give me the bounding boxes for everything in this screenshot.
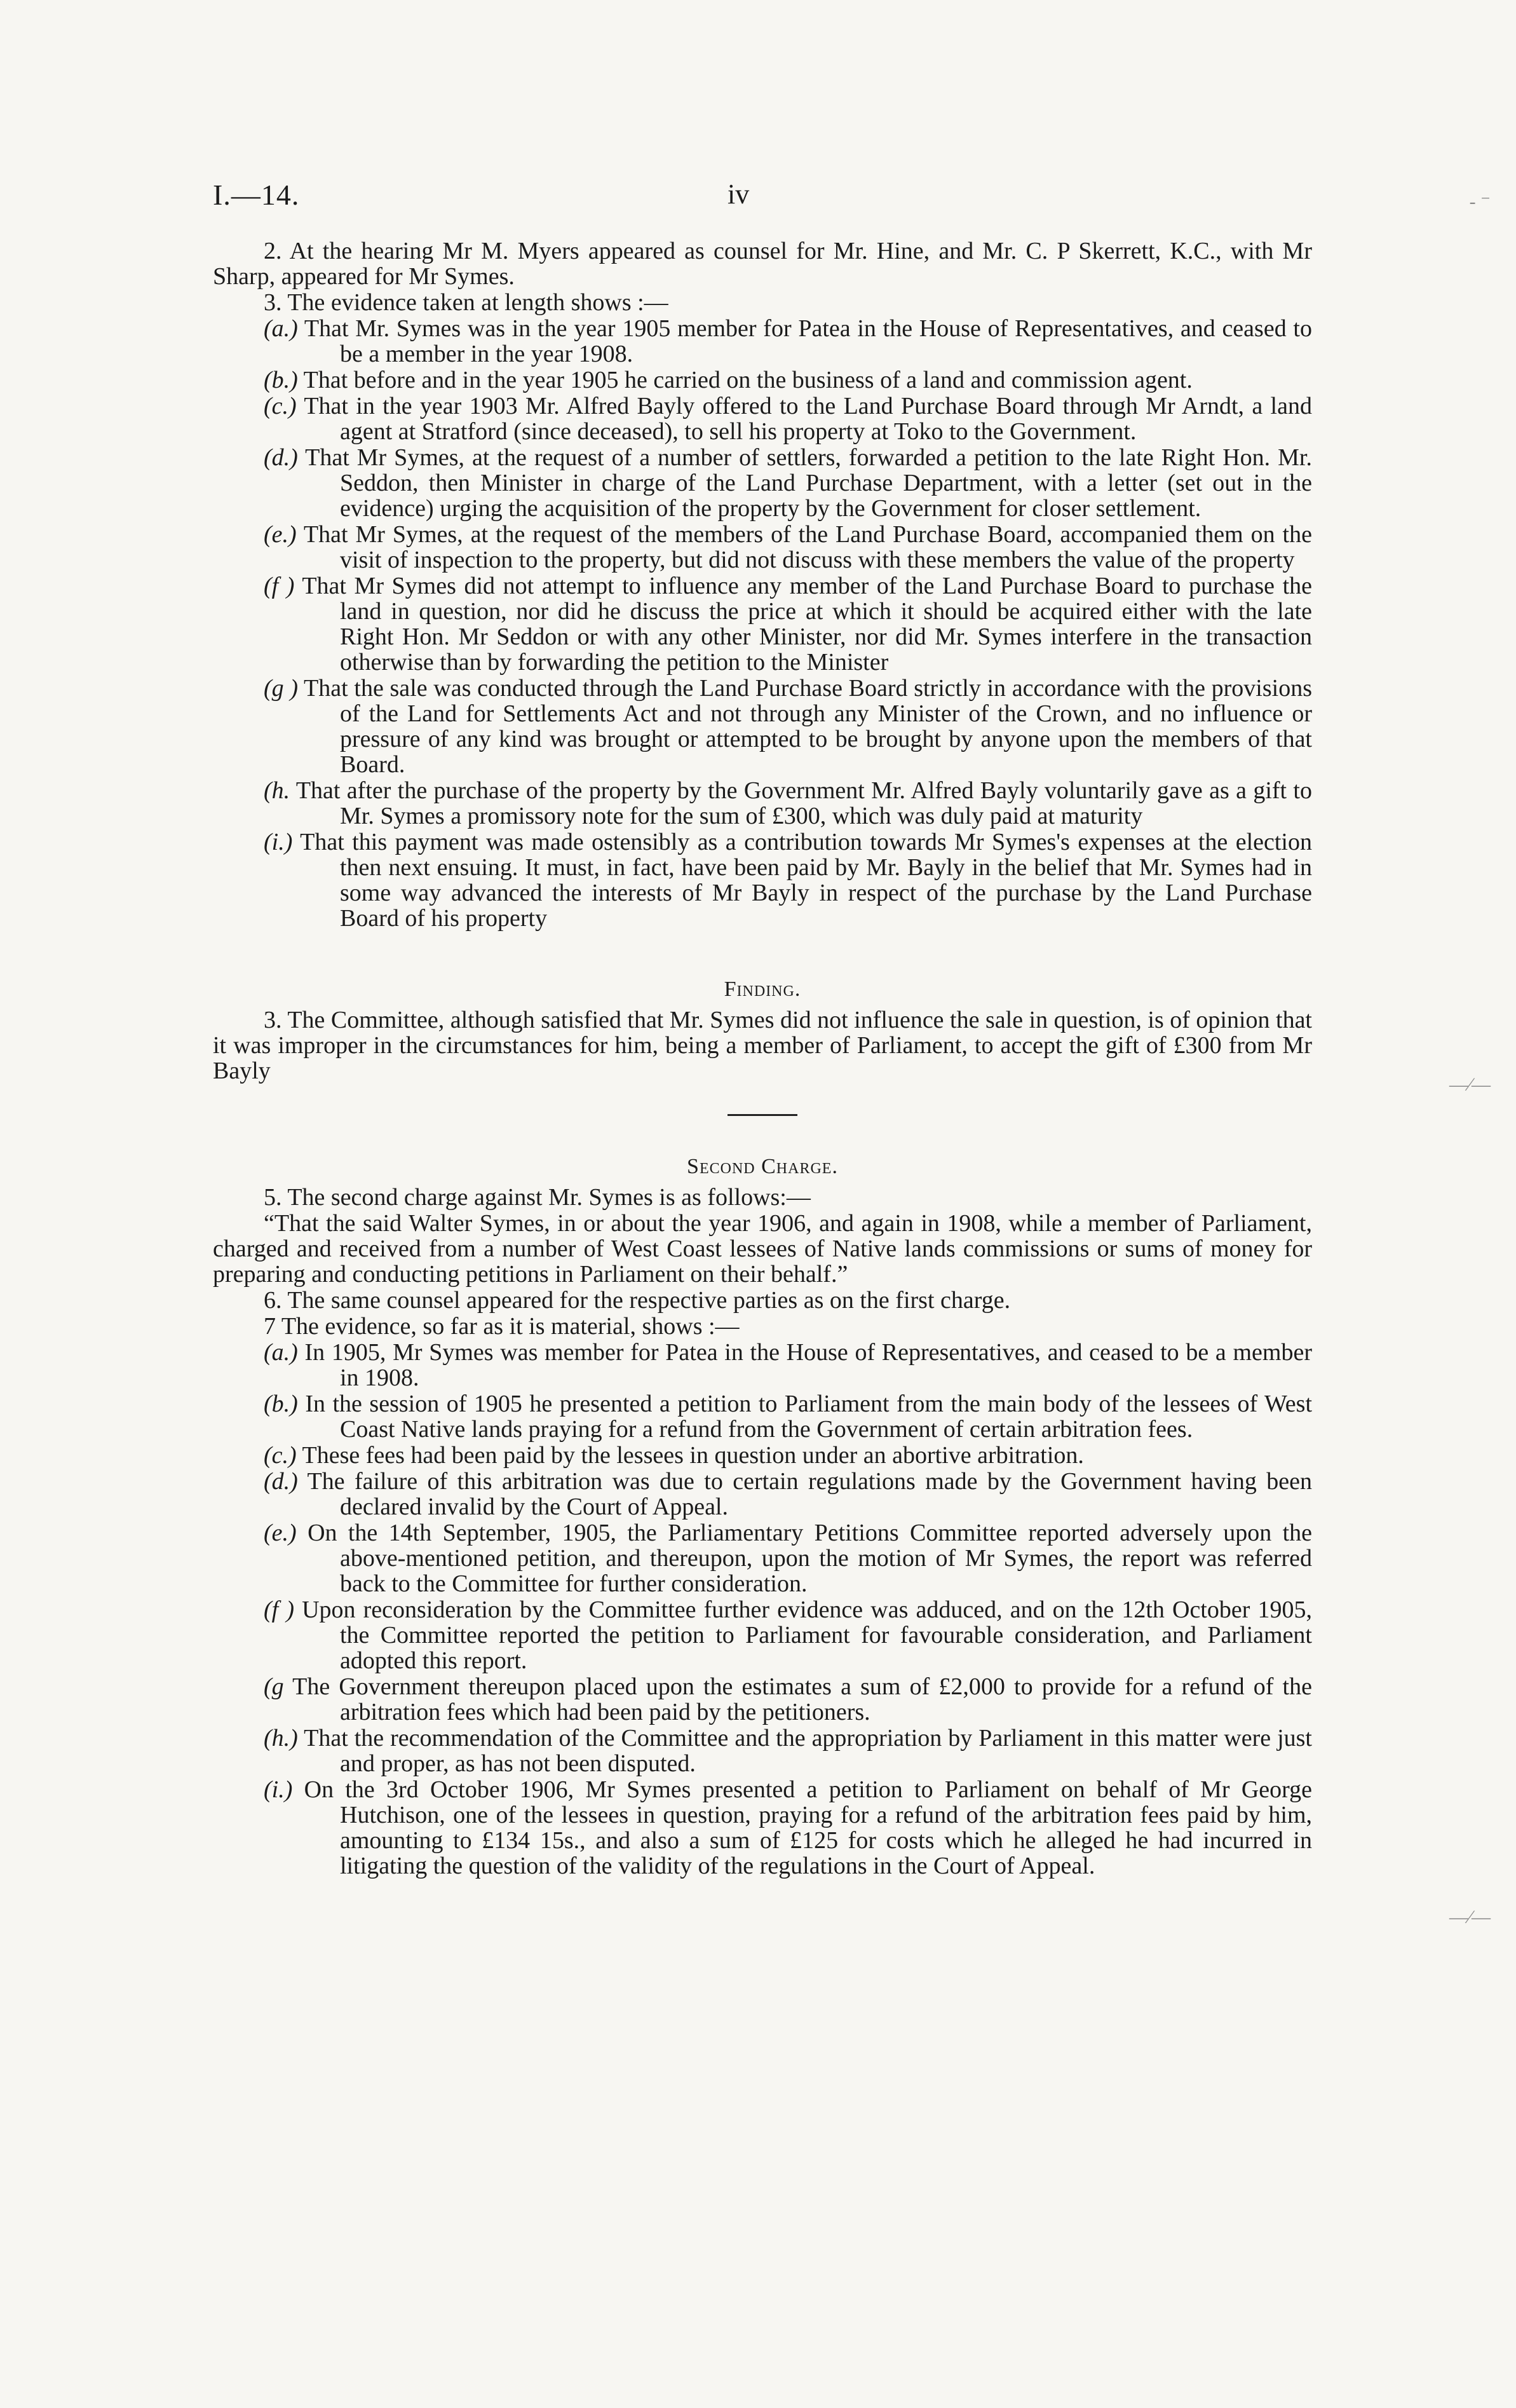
evidence-item-text: That Mr Symes, at the request of a number of settlers, forwarded a petition to the late Right Hon. Mr. Seddon, then Minister in charge of the Land Purchase Department, with a letter (set out in the evidence) urging the acquisition of the property by the Government for closer settlement.: [305, 444, 1312, 522]
page-number: iv: [728, 179, 750, 210]
evidence-item: [213, 1391, 1312, 1442]
second-charge-evidence-list: [213, 1340, 1312, 1879]
paper-reference: I.—14.: [213, 179, 300, 211]
evidence-item: [213, 1340, 1312, 1391]
evidence-item: [213, 393, 1312, 444]
evidence-item-label: (g ): [264, 675, 299, 702]
paragraph-3: 3. The evidence taken at length shows :—: [264, 289, 668, 316]
margin-mark: —⁄—: [1449, 1074, 1491, 1095]
evidence-item: [213, 1597, 1312, 1673]
paragraph-5: 5. The second charge against Mr. Symes is as follows:—: [264, 1184, 811, 1211]
second-charge-heading: Second Charge.: [687, 1155, 838, 1178]
evidence-item-text: The failure of this arbitration was due to certain regulations made by the Government having been declared invalid by the Court of Appeal.: [307, 1468, 1312, 1520]
evidence-item-text: That Mr Symes, at the request of the members of the Land Purchase Board, accompanied them on the visit of inspection to the property, but did not discuss with these members the value of the property: [303, 521, 1312, 573]
finding-paragraph: 3. The Committee, although satisfied that Mr. Symes did not influence the sale in question, is of opinion that it was improper in the circumstances for him, being a member of Parliament, to accept the gift of £300 from Mr Bayly: [213, 1007, 1312, 1084]
evidence-item: [213, 676, 1312, 777]
evidence-item-label: (b.): [264, 1391, 298, 1417]
evidence-item: [213, 316, 1312, 367]
evidence-item-text: That in the year 1903 Mr. Alfred Bayly offered to the Land Purchase Board through Mr Arndt, a land agent at Stratford (since deceased), to sell his property at Toko to the Government.: [304, 393, 1312, 445]
evidence-item: [213, 1725, 1312, 1776]
evidence-item-label: (h.): [264, 1725, 298, 1752]
evidence-item: [213, 778, 1312, 829]
section-divider: [728, 1114, 797, 1116]
charge-quote: “That the said Walter Symes, in or about the year 1906, and again in 1908, while a member of Parliament, charged and received from a number of West Coast lessees of Native lands commissions or sums of money for preparing and conducting petitions in Parliament on their behalf.”: [213, 1210, 1312, 1288]
evidence-item-label: (d.): [264, 444, 298, 471]
evidence-item-text: That this payment was made ostensibly as a contribution towards Mr Symes's expenses at the election then next ensuing. It must, in fact, have been paid by Mr. Bayly in the belief that Mr. Symes had in some way advanced the interests of Mr Bayly in respect of the purchase by the Land Purchase Board of his property: [300, 829, 1312, 932]
evidence-item-text: On the 3rd October 1906, Mr Symes presented a petition to Parliament on behalf of Mr George Hutchison, one of the lessees in question, praying for a refund of the arbitration fees paid by him, amounting to £134 15s., and also a sum of £125 for costs which he alleged he had incurred in litigating the question of the validity of the regulations in the Court of Appeal.: [304, 1776, 1312, 1879]
evidence-item-label: (e.): [264, 1520, 297, 1546]
evidence-item-label: (e.): [264, 521, 297, 548]
evidence-item: [213, 573, 1312, 675]
evidence-item: [213, 445, 1312, 521]
evidence-item-text: In the session of 1905 he presented a petition to Parliament from the main body of the lessees of West Coast Native lands praying for a refund from the Government of certain arbitration fees.: [305, 1391, 1313, 1443]
evidence-item-label: (b.): [264, 367, 298, 393]
finding-heading: Finding.: [724, 977, 801, 1001]
evidence-item-label: (d.): [264, 1468, 298, 1495]
evidence-item: [213, 1469, 1312, 1520]
evidence-item: [213, 1443, 1312, 1468]
evidence-item-label: (g: [264, 1673, 284, 1700]
evidence-item-text: That Mr Symes did not attempt to influence any member of the Land Purchase Board to purchase the land in question, nor did he discuss the price at which it should be acquired either with the late Right Hon. Mr Seddon or with any other Minister, nor did Mr. Symes interfere in the transaction otherwise than by forwarding the petition to the Minister: [302, 573, 1312, 676]
page-header: [213, 178, 1312, 216]
evidence-item-label: (f ): [264, 573, 295, 599]
evidence-item-text: That Mr. Symes was in the year 1905 member for Patea in the House of Representatives, and ceased to be a member in the year 1908.: [304, 315, 1312, 367]
evidence-item: [213, 367, 1312, 393]
evidence-item-text: That the sale was conducted through the Land Purchase Board strictly in accordance with the provisions of the Land for Settlements Act and not through any Minister of the Crown, and no influence or pressure of any kind was brought or attempted to be brought by anyone upon the members of that Board.: [304, 675, 1313, 778]
evidence-item-text: That the recommendation of the Committee and the appropriation by Parliament in this matter were just and proper, as has not been disputed.: [304, 1725, 1312, 1777]
evidence-item-text: These fees had been paid by the lessees in question under an abortive arbitration.: [302, 1442, 1084, 1469]
evidence-item-text: Upon reconsideration by the Committee further evidence was adduced, and on the 12th October 1905, the Committee reported the petition to Parliament for favourable consideration, and Parliament adopted this report.: [302, 1596, 1313, 1674]
evidence-item: [213, 522, 1312, 573]
first-charge-evidence-list: [213, 316, 1312, 931]
document-body: [213, 238, 1312, 1879]
evidence-item-label: (a.): [264, 315, 298, 342]
paragraph-6: 6. The same counsel appeared for the respective parties as on the first charge.: [264, 1287, 1011, 1314]
evidence-item-text: On the 14th September, 1905, the Parliamentary Petitions Committee reported adversely upon the above-mentioned petition, and thereupon, upon the motion of Mr Symes, the report was referred back to the Committee for further consideration.: [308, 1520, 1312, 1597]
evidence-item: [213, 829, 1312, 931]
evidence-item: [213, 1520, 1312, 1596]
evidence-item-label: (c.): [264, 393, 297, 419]
evidence-item-text: The Government thereupon placed upon the estimates a sum of £2,000 to provide for a refund of the arbitration fees which had been paid by the petitioners.: [292, 1673, 1312, 1725]
evidence-item-label: (i.): [264, 829, 293, 855]
evidence-item-label: (i.): [264, 1776, 293, 1803]
margin-mark: —⁄—: [1449, 1907, 1491, 1928]
evidence-item-text: In 1905, Mr Symes was member for Patea in the House of Representatives, and ceased to be a member in 1908.: [304, 1339, 1312, 1391]
evidence-item-label: (c.): [264, 1442, 297, 1469]
evidence-item: [213, 1674, 1312, 1725]
evidence-item-text: That before and in the year 1905 he carried on the business of a land and commission agent.: [303, 367, 1193, 393]
evidence-item-label: (a.): [264, 1339, 298, 1366]
evidence-item-text: That after the purchase of the property by the Government Mr. Alfred Bayly voluntarily gave as a gift to Mr. Symes a promissory note for the sum of £300, which was duly paid at maturity: [295, 777, 1312, 829]
margin-mark: ‐ ⁻: [1469, 191, 1491, 212]
evidence-item: [213, 1777, 1312, 1879]
evidence-item-label: (f ): [264, 1596, 294, 1623]
paragraph-7: 7 The evidence, so far as it is material, shows :—: [264, 1313, 740, 1340]
paragraph-2: 2. At the hearing Mr M. Myers appeared as counsel for Mr. Hine, and Mr. C. P Skerrett, K.C., with Mr Sharp, appeared for Mr Symes.: [213, 238, 1312, 290]
evidence-item-label: (h.: [264, 777, 290, 804]
